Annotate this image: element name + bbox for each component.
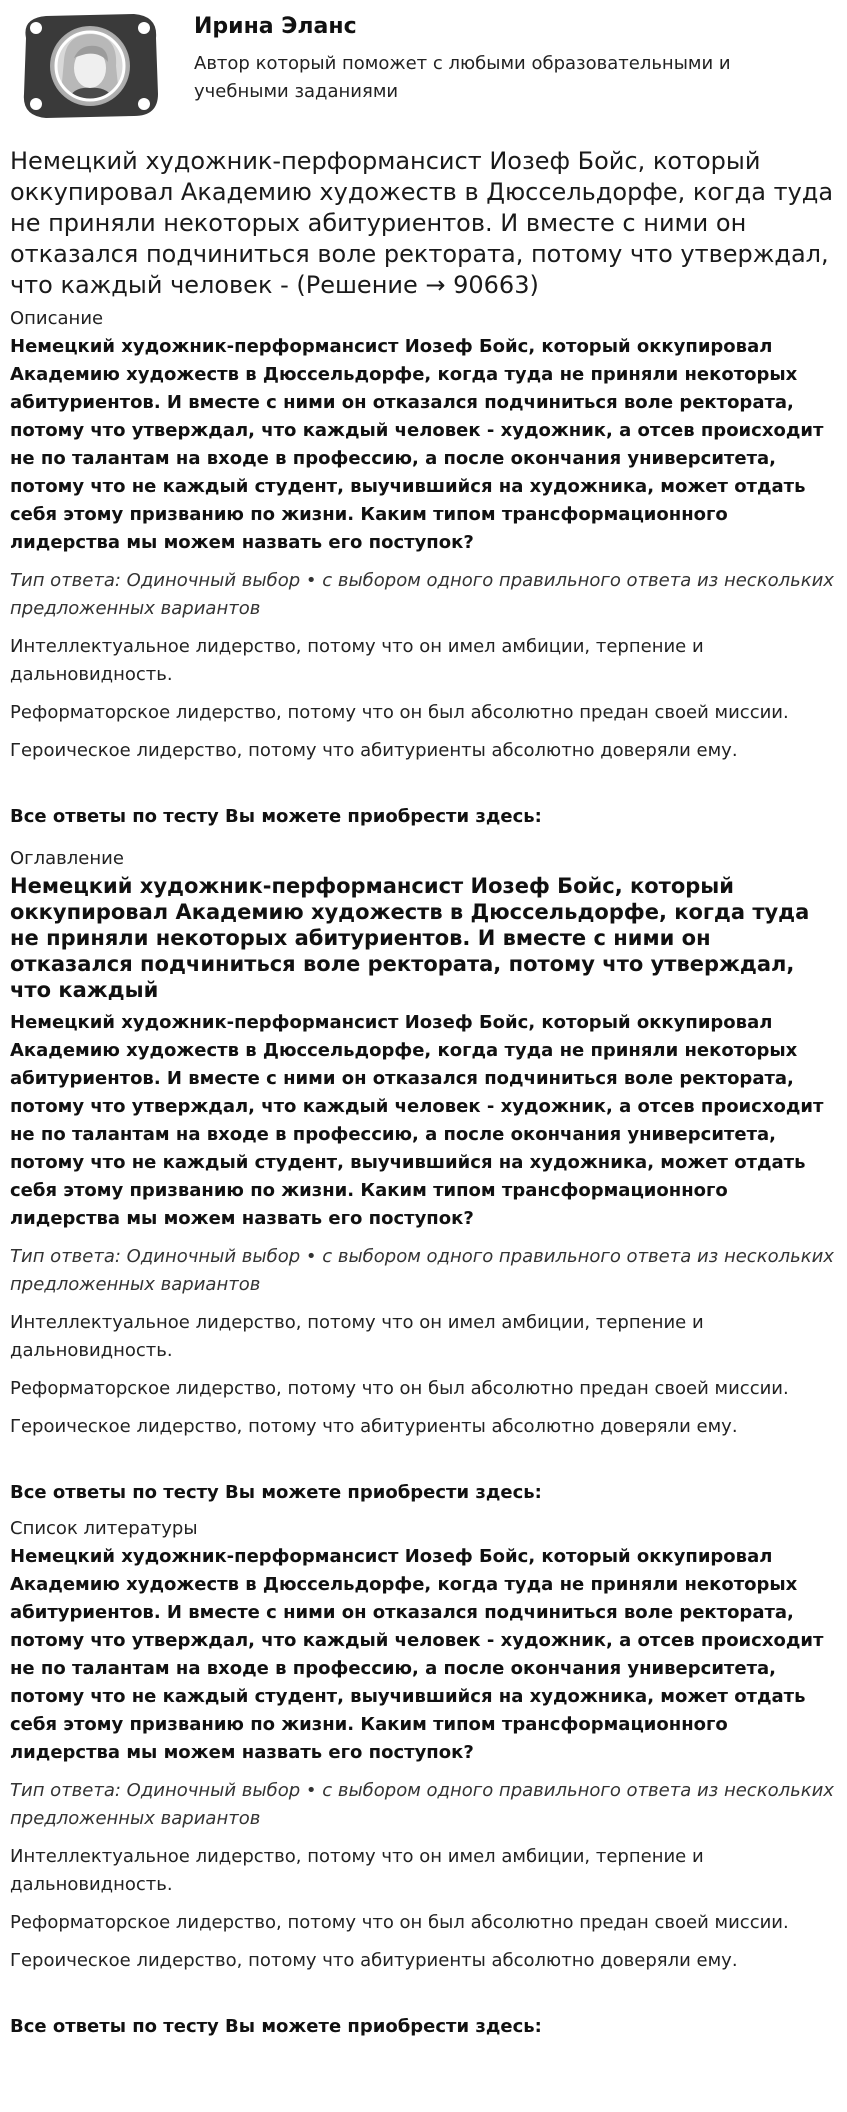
question-text: Немецкий художник-перформансист Иозеф Бойс, который оккупировал Академию художеств в Дюссельдорфе, когда туда не приняли некоторых абитуриентов. И вместе с ними он отказался подчиниться воле ректората, потому что утверждал, что каждый человек - художник, а отсев происходит не по талантам на входе в профессию, а после окончания университета, потому что не каждый студент, выучившийся на художника, может отдать себя этому призванию по жизни. Каким типом трансформационного лидерства мы можем назвать его поступок? — [10, 1546, 824, 1763]
answer-option: Реформаторское лидерство, потому что он был абсолютно предан своей миссии. — [10, 1912, 789, 1933]
answer-option: Интеллектуальное лидерство, потому что он имел амбиции, терпение и дальновидность. — [10, 1846, 704, 1895]
answer-option: Реформаторское лидерство, потому что он был абсолютно предан своей миссии. — [10, 702, 789, 723]
section-heading: Немецкий художник-перформансист Иозеф Бойс, который оккупировал Академию художеств в Дюссельдорфе, когда туда не приняли некоторых абитуриентов. И вместе с ними он отказался подчиниться воле ректората, потому что утверждал, что каждый — [10, 874, 810, 1002]
question-text: Немецкий художник-перформансист Иозеф Бойс, который оккупировал Академию художеств в Дюссельдорфе, когда туда не приняли некоторых абитуриентов. И вместе с ними он отказался подчиниться воле ректората, потому что утверждал, что каждый человек - художник, а отсев происходит не по талантам на входе в профессию, а после окончания университета, потому что не каждый студент, выучившийся на художника, может отдать себя этому призванию по жизни. Каким типом трансформационного лидерства мы можем назвать его поступок? — [10, 336, 824, 553]
answer-option: Реформаторское лидерство, потому что он был абсолютно предан своей миссии. — [10, 1378, 789, 1399]
answer-option: Героическое лидерство, потому что абитуриенты абсолютно доверяли ему. — [10, 1416, 738, 1437]
answer-option: Героическое лидерство, потому что абитуриенты абсолютно доверяли ему. — [10, 740, 738, 761]
section-label: Оглавление — [10, 848, 124, 869]
buy-answers-text: Все ответы по тесту Вы можете приобрести здесь: — [10, 2016, 542, 2037]
section-label: Список литературы — [10, 1518, 198, 1539]
page-title: Немецкий художник-перформансист Иозеф Бойс, который оккупировал Академию художеств в Дюссельдорфе, когда туда не приняли некоторых абитуриентов. И вместе с ними он отказался подчиниться воле ректората, потому что утверждал, что каждый человек - (Решение → 90663) — [10, 147, 834, 299]
author-card — [10, 0, 837, 128]
author-avatar[interactable] — [16, 8, 164, 123]
question-text: Немецкий художник-перформансист Иозеф Бойс, который оккупировал Академию художеств в Дюссельдорфе, когда туда не приняли некоторых абитуриентов. И вместе с ними он отказался подчиниться воле ректората, потому что утверждал, что каждый человек - художник, а отсев происходит не по талантам на входе в профессию, а после окончания университета, потому что не каждый студент, выучившийся на художника, может отдать себя этому призванию по жизни. Каким типом трансформационного лидерства мы можем назвать его поступок? — [10, 1012, 824, 1229]
buy-answers-text: Все ответы по тесту Вы можете приобрести здесь: — [10, 806, 542, 827]
section-description — [10, 307, 837, 831]
answer-option: Героическое лидерство, потому что абитуриенты абсолютно доверяли ему. — [10, 1950, 738, 1971]
author-name[interactable]: Ирина Эланс — [194, 14, 357, 39]
answer-type: Тип ответа: Одиночный выбор • с выбором одного правильного ответа из нескольких предложенных вариантов — [10, 570, 834, 619]
section-label: Описание — [10, 308, 104, 329]
section-references — [10, 1517, 837, 2041]
author-description: Автор который поможет с любыми образовательными и учебными заданиями — [194, 53, 731, 102]
section-contents — [10, 847, 837, 1507]
answer-type: Тип ответа: Одиночный выбор • с выбором одного правильного ответа из нескольких предложенных вариантов — [10, 1246, 834, 1295]
answer-option: Интеллектуальное лидерство, потому что он имел амбиции, терпение и дальновидность. — [10, 636, 704, 685]
answer-option: Интеллектуальное лидерство, потому что он имел амбиции, терпение и дальновидность. — [10, 1312, 704, 1361]
buy-answers-text: Все ответы по тесту Вы можете приобрести здесь: — [10, 1482, 542, 1503]
answer-type: Тип ответа: Одиночный выбор • с выбором одного правильного ответа из нескольких предложенных вариантов — [10, 1780, 834, 1829]
